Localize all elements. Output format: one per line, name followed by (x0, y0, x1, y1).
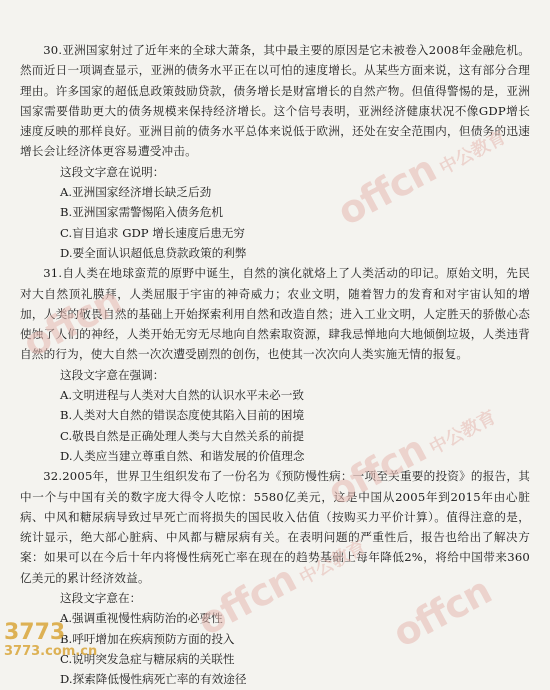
question-31-option-b: B.人类对大自然的错误态度使其陷入目前的困境 (60, 408, 305, 423)
question-31-prompt: 这段文字意在强调： (60, 367, 165, 382)
question-32-option-d: D.探索降低慢性病死亡率的有效途径 (60, 672, 247, 687)
question-31-option-a: A.文明进程与人类对大自然的认识水平未必一致 (60, 388, 304, 403)
question-32-option-b: B.呼吁增加在疾病预防方面的投入 (60, 631, 235, 646)
watermark-logo: offcn中公教育 (320, 406, 500, 515)
question-32-prompt: 这段文字意在： (60, 591, 142, 606)
question-30-text: 30.亚洲国家射过了近年来的全球大萧条，其中最主要的原因是它未被卷入2008年金融危机。然而近日一项调查显示，亚洲的债务水平正在以可怕的速度增长。从某些方面来说，这有部分合理理由。许多国家的超低息政策鼓励贷款，债务增长是财富增长的自然产物。但值得警惕的是，亚洲国家需要借助更大的债务规模来保持经济增长。这个信号表明，亚洲经济健康状况不像GDP增长速度反映的那样良好。亚洲目前的债务水平总体来说低于欧洲，还处在安全范围内，但债务的迅速增长会让经济体更容易遭受冲击。 (20, 43, 530, 159)
watermark-logo: offcn中公教育 (190, 536, 370, 645)
watermark-logo: offcn中公教育 (330, 126, 510, 235)
question-30-option-b: B.亚洲国家需警惕陷入债务危机 (60, 205, 223, 220)
question-31-option-c: C.敬畏自然是正确处理人类与大自然关系的前提 (60, 428, 305, 443)
question-31-text: 31.自人类在地球蛮荒的原野中诞生，自然的演化就烙上了人类活动的印记。原始文明，先民对大自然顶礼膜拜，人类屈服于宇宙的神奇威力；农业文明，随着智力的发育和对宇宙认知的增加，人类的敬畏自然的基础上开始探索利用自然和改造自然；进入工业文明，人定胜天的骄傲心态使蚀了人们的神经，人类开始无穷无尽地向自然索取资源，肆我忌惮地向大地倾倒垃圾，人类违背自然的行为，使大自然一次次遭受剧烈的创伤，也使其一次次向人类实施无情的报复。 (20, 266, 530, 362)
watermark-logo: offcn (385, 568, 499, 656)
site-logo: 3773 (4, 620, 66, 645)
question-31-option-d: D.人类应当建立尊重自然、和谐发展的价值理念 (60, 448, 305, 463)
watermark-logo: offcn (15, 278, 129, 366)
question-30-prompt: 这段文字意在说明： (60, 164, 165, 179)
site-watermark (4, 622, 97, 659)
question-30-option-a: A.亚洲国家经济增长缺乏后劲 (60, 185, 212, 200)
site-url: 3773.com.cn (4, 644, 98, 659)
question-32-option-c: C.说明突发急症与糖尿病的关联性 (60, 651, 235, 666)
question-30-option-d: D.要全面认识超低息贷款政策的利弊 (60, 245, 247, 260)
question-30-option-c: C.盲目追求 GDP 增长速度后患无穷 (60, 225, 245, 240)
question-32-option-a: A.强调重视慢性病防治的必要性 (60, 611, 223, 626)
question-32-text: 32.2005年，世界卫生组织发布了一份名为《预防慢性病：一项至关重要的投资》的报告，其中一个与中国有关的数字庞大得令人吃惊：5580亿美元，这是中国从2005年到2015年由心脏病、中风和糖尿病导致过早死亡而将损失的国民收入估值（按购买力平价计算）。值得注意的是，统计显示，绝大部心脏病、中风都与糖尿病有关。在表明问题的严重性后，报告也给出了解决方案：如果可以在今后十年内将慢性病死亡率在现在的趋势基础上每年降低2%，将给中国带来360亿美元的累计经济效益。 (20, 469, 530, 585)
